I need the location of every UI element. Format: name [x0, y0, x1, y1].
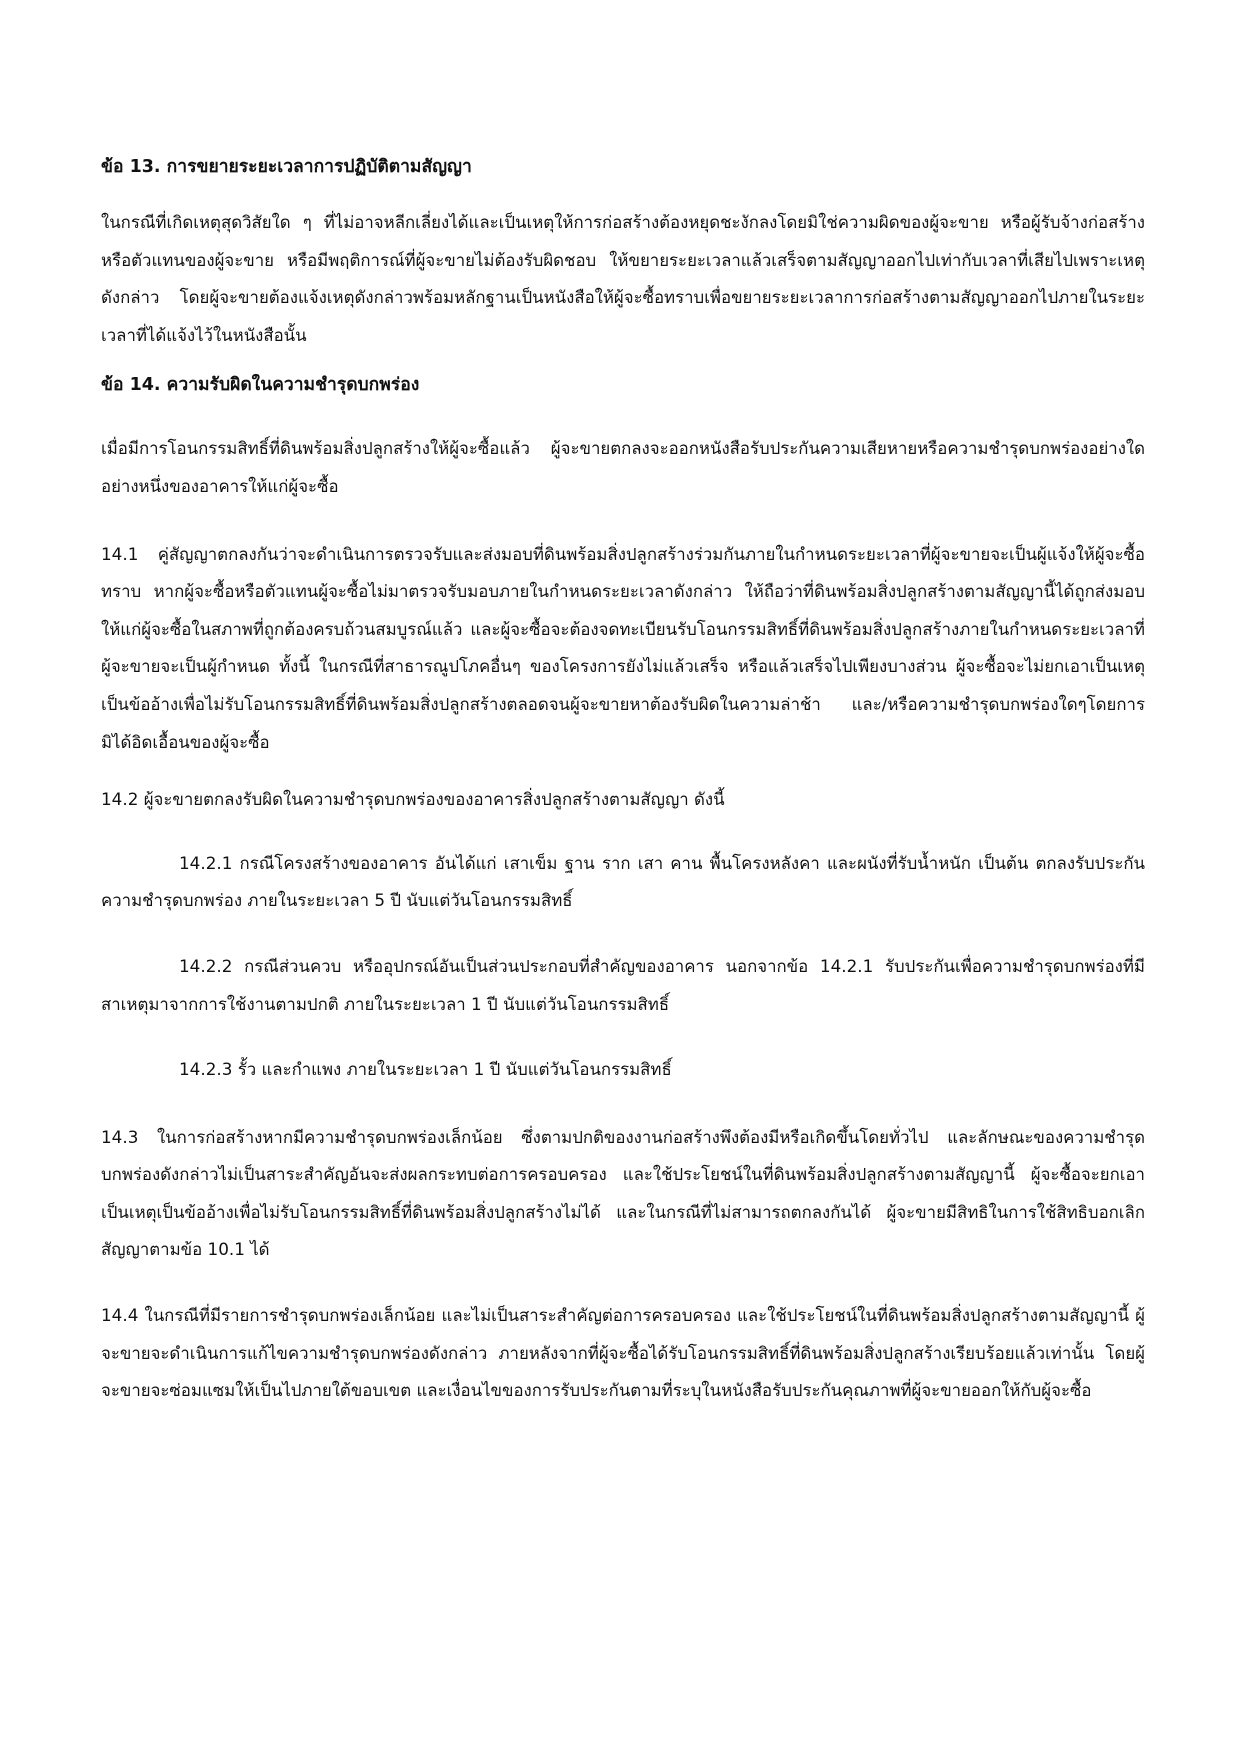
clause-14-2: 14.2 ผู้จะขายตกลงรับผิดในความชำรุดบกพร่องของอาคารสิ่งปลูกสร้างตามสัญญา ดังนี้ — [101, 789, 725, 810]
clause-14-3: 14.3 ในการก่อสร้างหากมีความชำรุดบกพร่องเล็กน้อย ซึ่งตามปกติของงานก่อสร้างพึงต้องมีหรือเกิดขึ้นโดยทั่วไป และลักษณะของความชำรุดบกพร่องดังกล่าวไม่เป็นสาระสำคัญอันจะส่งผลกระทบต่อการครอบครอง และใช้ประโยชน์ในที่ดินพร้อมสิ่งปลูกสร้างตามสัญญานี้ ผู้จะซื้อจะยกเอาเป็นเหตุเป็นข้ออ้างเพื่อไม่รับโอนกรรมสิทธิ์ที่ดินพร้อมสิ่งปลูกสร้างไม่ได้ และในกรณีที่ไม่สามารถตกลงกันได้ ผู้จะขายมีสิทธิในการใช้สิทธิบอกเลิกสัญญาตามข้อ 10.1 ได้ — [101, 1126, 1145, 1260]
clause-14-2-2: 14.2.2 กรณีส่วนควบ หรืออุปกรณ์อันเป็นส่วนประกอบที่สำคัญของอาคาร นอกจากข้อ 14.2.1 รับประกันเพื่อความชำรุดบกพร่องที่มีสาเหตุมาจากการใช้งานตามปกติ ภายในระยะเวลา 1 ปี นับแต่วันโอนกรรมสิทธิ์ — [101, 955, 1145, 1014]
clause-14-4: 14.4 ในกรณีที่มีรายการชำรุดบกพร่องเล็กน้อย และไม่เป็นสาระสำคัญต่อการครอบครอง และใช้ประโยชน์ในที่ดินพร้อมสิ่งปลูกสร้างตามสัญญานี้ ผู้จะขายจะดำเนินการแก้ไขความชำรุดบกพร่องดังกล่าว ภายหลังจากที่ผู้จะซื้อได้รับโอนกรรมสิทธิ์ที่ดินพร้อมสิ่งปลูกสร้างเรียบร้อยแล้วเท่านั้น โดยผู้จะขายจะซ่อมแซมให้เป็นไปภายใต้ขอบเขต และเงื่อนไขของการรับประกันตามที่ระบุในหนังสือรับประกันคุณภาพที่ผู้จะขายออกให้กับผู้จะซื้อ — [101, 1305, 1145, 1401]
clause-14-heading: ข้อ 14. ความรับผิดในความชำรุดบกพร่อง — [101, 375, 420, 396]
clause-14-2-1: 14.2.1 กรณีโครงสร้างของอาคาร อันได้แก่ เสาเข็ม ฐาน ราก เสา คาน พื้นโครงหลังคา และผนังที่รับน้ำหนัก เป็นต้น ตกลงรับประกันความชำรุดบกพร่อง ภายในระยะเวลา 5 ปี นับแต่วันโอนกรรมสิทธิ์ — [101, 852, 1145, 911]
clause-13-body: ในกรณีที่เกิดเหตุสุดวิสัยใด ๆ ที่ไม่อาจหลีกเลี่ยงได้และเป็นเหตุให้การก่อสร้างต้องหยุดชะงักลงโดยมิใช่ความผิดของผู้จะขาย หรือผู้รับจ้างก่อสร้าง หรือตัวแทนของผู้จะขาย หรือมีพฤติการณ์ที่ผู้จะขายไม่ต้องรับผิดชอบ ให้ขยายระยะเวลาแล้วเสร็จตามสัญญาออกไปเท่ากับเวลาที่เสียไปเพราะเหตุดังกล่าว โดยผู้จะขายต้องแจ้งเหตุดังกล่าวพร้อมหลักฐานเป็นหนังสือให้ผู้จะซื้อทราบเพื่อขยายระยะเวลาการก่อสร้างตามสัญญาออกไปภายในระยะเวลาที่ได้แจ้งไว้ในหนังสือนั้น — [101, 212, 1145, 345]
clause-14-intro: เมื่อมีการโอนกรรมสิทธิ์ที่ดินพร้อมสิ่งปลูกสร้างให้ผู้จะซื้อแล้ว ผู้จะขายตกลงจะออกหนังสือรับประกันความเสียหายหรือความชำรุดบกพร่องอย่างใดอย่างหนึ่งของอาคารให้แก่ผู้จะซื้อ — [101, 438, 1145, 496]
clause-14-2-3: 14.2.3 รั้ว และกำแพง ภายในระยะเวลา 1 ปี นับแต่วันโอนกรรมสิทธิ์ — [179, 1059, 672, 1080]
clause-13-heading: ข้อ 13. การขยายระยะเวลาการปฏิบัติตามสัญญา — [101, 157, 472, 177]
clause-14-1: 14.1 คู่สัญญาตกลงกันว่าจะดำเนินการตรวจรับและส่งมอบที่ดินพร้อมสิ่งปลูกสร้างร่วมกันภายในกำหนดระยะเวลาที่ผู้จะขายจะเป็นผู้แจ้งให้ผู้จะซื้อทราบ หากผู้จะซื้อหรือตัวแทนผู้จะซื้อไม่มาตรวจรับมอบภายในกำหนดระยะเวลาดังกล่าว ให้ถือว่าที่ดินพร้อมสิ่งปลูกสร้างตามสัญญานี้ได้ถูกส่งมอบให้แก่ผู้จะซื้อในสภาพที่ถูกต้องครบถ้วนสมบูรณ์แล้ว และผู้จะซื้อจะต้องจดทะเบียนรับโอนกรรมสิทธิ์ที่ดินพร้อมสิ่งปลูกสร้างภายในกำหนดระยะเวลาที่ผู้จะขายจะเป็นผู้กำหนด ทั้งนี้ ในกรณีที่สาธารณูปโภคอื่นๆ ของโครงการยังไม่แล้วเสร็จ หรือแล้วเสร็จไปเพียงบางส่วน ผู้จะซื้อจะไม่ยกเอาเป็นเหตุเป็นข้ออ้างเพื่อไม่รับโอนกรรมสิทธิ์ที่ดินพร้อมสิ่งปลูกสร้างตลอดจนผู้จะขายหาต้องรับผิดในความล่าช้า และ/หรือความชำรุดบกพร่องใดๆโดยการมิได้อิดเอื้อนของผู้จะซื้อ — [101, 543, 1145, 752]
